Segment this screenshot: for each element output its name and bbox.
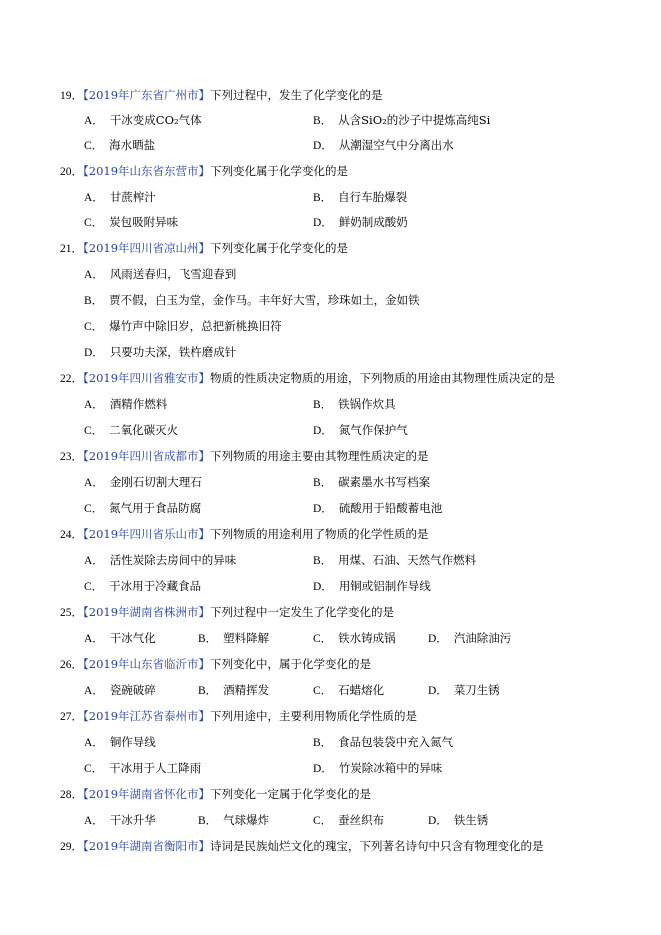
question-22	[60, 370, 555, 387]
option-b: B． 食品包装袋中充入氮气	[313, 735, 454, 749]
question-number: 23．	[60, 451, 83, 463]
question-number: 21．	[60, 243, 83, 255]
option-b: B． 自行车胎爆裂	[313, 190, 408, 204]
option-b: B． 气球爆炸	[198, 813, 270, 827]
question-stem: 诗词是民族灿烂文化的瑰宝，下列著名诗句中只含有物理变化的是	[210, 839, 544, 853]
option-a: A． 风雨送春归，飞雪迎春到	[84, 267, 237, 281]
question-27	[60, 708, 417, 725]
question-source: 【2019年湖南省怀化市】	[83, 787, 211, 801]
option-b: B． 从含SiO₂的沙子中提炼高纯Si	[313, 113, 491, 127]
option-d: D． 从潮湿空气中分离出水	[313, 138, 454, 152]
question-number: 26．	[60, 659, 83, 671]
option-c: C． 氮气用于食品防腐	[84, 501, 202, 515]
question-stem: 下列过程中一定发生了化学变化的是	[210, 605, 395, 619]
question-number: 27．	[60, 711, 83, 723]
question-number: 22．	[60, 373, 83, 385]
option-d: D． 硫酸用于铅酸蓄电池	[313, 501, 443, 515]
option-d: D． 只要功夫深，铁杵磨成针	[84, 345, 237, 359]
question-stem: 下列物质的用途主要由其物理性质决定的是	[210, 449, 429, 463]
option-a: A． 活性炭除去房间中的异味	[84, 553, 237, 567]
question-19	[60, 87, 383, 104]
option-a: A． 铜作导线	[84, 735, 156, 749]
option-b: B． 用煤、石油、天然气作燃料	[313, 553, 477, 567]
option-d: D． 菜刀生锈	[428, 683, 500, 697]
question-29	[60, 838, 544, 855]
question-source: 【2019年广东省广州市】	[83, 88, 211, 102]
question-21	[60, 240, 348, 257]
question-source: 【2019年江苏省泰州市】	[83, 709, 211, 723]
question-23	[60, 448, 429, 465]
question-25	[60, 604, 394, 621]
question-stem: 物质的性质决定物质的用途，下列物质的用途由其物理性质决定的是	[210, 371, 556, 385]
question-source: 【2019年山东省临沂市】	[83, 657, 211, 671]
option-b: B． 酒精挥发	[198, 683, 270, 697]
option-c: C． 铁水铸成锅	[313, 631, 396, 645]
option-a: A． 甘蔗榨汁	[84, 190, 156, 204]
option-c: C． 干冰用于人工降雨	[84, 761, 202, 775]
question-source: 【2019年四川省雅安市】	[83, 371, 211, 385]
question-24	[60, 526, 429, 543]
option-c: C． 干冰用于冷藏食品	[84, 579, 202, 593]
question-26	[60, 656, 371, 673]
question-stem: 下列变化属于化学变化的是	[210, 241, 349, 255]
question-20	[60, 163, 348, 180]
option-a: A． 干冰气化	[84, 631, 156, 645]
question-source: 【2019年山东省东营市】	[83, 164, 211, 178]
option-b: B． 碳素墨水书写档案	[313, 475, 431, 489]
option-d: D． 鲜奶制成酸奶	[313, 215, 408, 229]
question-stem: 下列变化一定属于化学变化的是	[210, 787, 372, 801]
question-number: 20．	[60, 166, 83, 178]
option-c: C． 炭包吸附异味	[84, 215, 179, 229]
option-b: B． 贾不假，白玉为堂，金作马。丰年好大雪，珍珠如土，金如铁	[84, 293, 420, 307]
question-source: 【2019年湖南省株洲市】	[83, 605, 211, 619]
question-stem: 下列物质的用途利用了物质的化学性质的是	[210, 527, 429, 541]
question-number: 19．	[60, 90, 83, 102]
option-a: A． 干冰变成CO₂气体	[84, 113, 202, 127]
question-number: 25．	[60, 607, 83, 619]
question-source: 【2019年四川省凉山州】	[83, 241, 211, 255]
option-d: D． 用铜或铝制作导线	[313, 579, 431, 593]
option-a: A． 金刚石切割大理石	[84, 475, 202, 489]
question-28	[60, 786, 371, 803]
question-stem: 下列过程中，发生了化学变化的是	[210, 88, 383, 102]
question-number: 28．	[60, 789, 83, 801]
option-b: B． 塑料降解	[198, 631, 270, 645]
option-a: A． 瓷碗破碎	[84, 683, 156, 697]
question-stem: 下列变化属于化学变化的是	[210, 164, 349, 178]
option-c: C． 石蜡熔化	[313, 683, 385, 697]
option-b: B． 铁锅作炊具	[313, 397, 396, 411]
question-source: 【2019年四川省成都市】	[83, 449, 211, 463]
option-d: D． 氮气作保护气	[313, 423, 408, 437]
question-number: 24．	[60, 529, 83, 541]
option-d: D． 铁生锈	[428, 813, 489, 827]
option-c: C． 二氧化碳灭火	[84, 423, 179, 437]
question-stem: 下列用途中，主要利用物质化学性质的是	[210, 709, 418, 723]
option-c: C． 爆竹声中除旧岁，总把新桃换旧符	[84, 319, 282, 333]
option-a: A． 酒精作燃料	[84, 397, 168, 411]
question-number: 29．	[60, 841, 83, 853]
question-source: 【2019年四川省乐山市】	[83, 527, 211, 541]
option-d: D． 竹炭除冰箱中的异味	[313, 761, 443, 775]
question-source: 【2019年湖南省衡阳市】	[83, 839, 211, 853]
question-stem: 下列变化中，属于化学变化的是	[210, 657, 372, 671]
option-d: D． 汽油除油污	[428, 631, 512, 645]
option-a: A． 干冰升华	[84, 813, 156, 827]
option-c: C． 海水晒盐	[84, 138, 156, 152]
option-c: C． 蚕丝织布	[313, 813, 385, 827]
